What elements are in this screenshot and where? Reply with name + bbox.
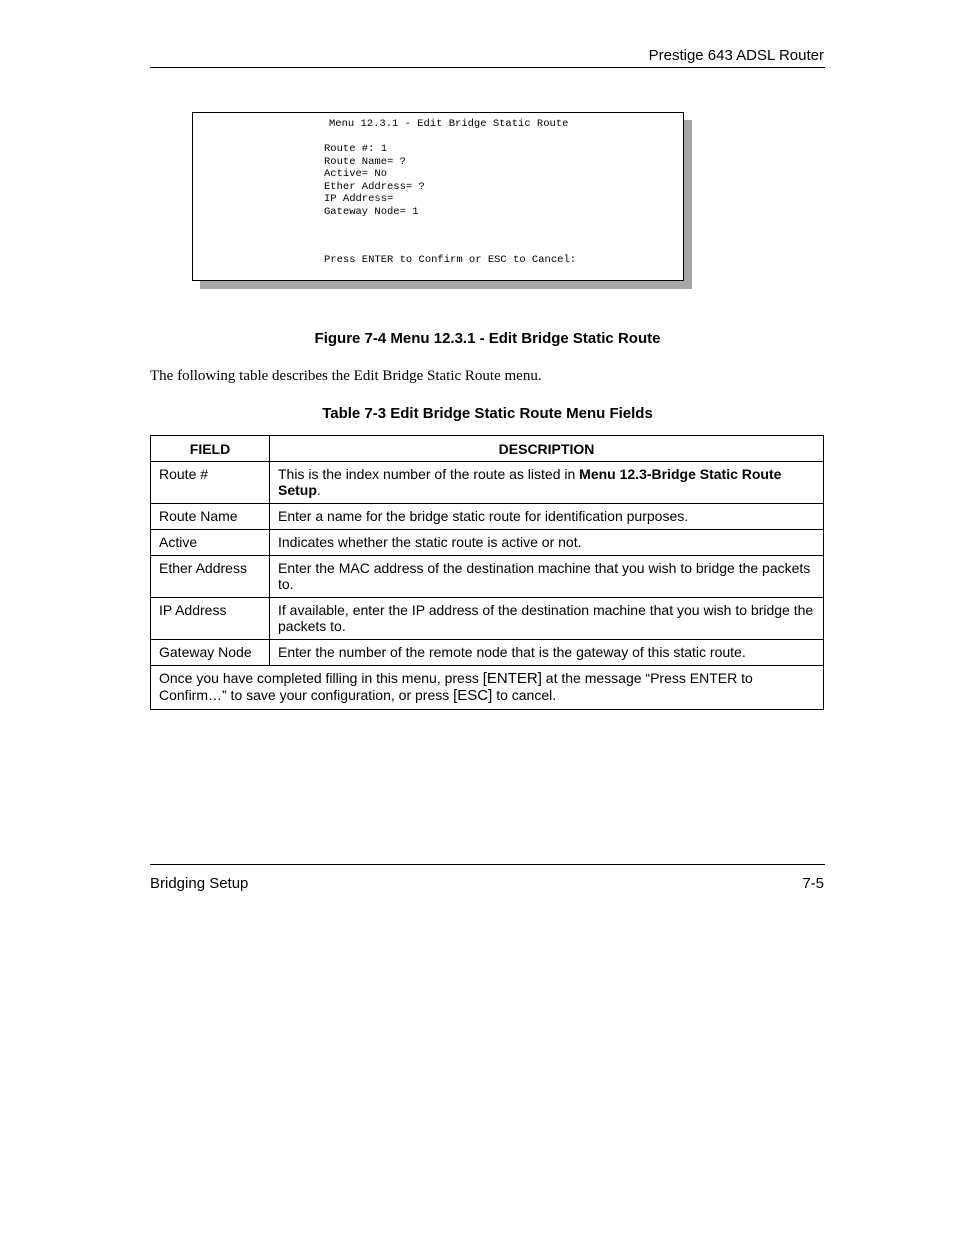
- page-header-title: Prestige 643 ADSL Router: [648, 47, 824, 64]
- description-text-end: .: [316, 482, 321, 498]
- description-cell: Enter a name for the bridge static route for identification purposes.: [270, 504, 824, 530]
- intro-paragraph: The following table describes the Edit Bridge Static Route menu.: [150, 368, 542, 384]
- field-cell: Active: [151, 530, 270, 556]
- header-description: DESCRIPTION: [270, 436, 824, 462]
- figure-caption: Figure 7-4 Menu 12.3.1 - Edit Bridge Static Route: [314, 330, 661, 347]
- table-row: [151, 556, 824, 598]
- footer-note-text: Once you have completed filling in this menu, press: [159, 670, 483, 686]
- screen-prompt: Press ENTER to Confirm or ESC to Cancel:: [324, 254, 577, 266]
- table-row: [151, 530, 824, 556]
- description-cell: Indicates whether the static route is active or not.: [270, 530, 824, 556]
- screen-menu-title: Menu 12.3.1 - Edit Bridge Static Route: [329, 118, 569, 130]
- screen-field-active: Active= No: [324, 168, 388, 180]
- table-caption: Table 7-3 Edit Bridge Static Route Menu Fields: [322, 405, 653, 422]
- table-row: [151, 598, 824, 640]
- screen-field-route-number: Route #: 1: [324, 143, 388, 155]
- footer-note-text: to cancel.: [492, 687, 557, 703]
- field-cell: Ether Address: [151, 556, 270, 598]
- fields-table: [150, 435, 824, 710]
- description-cell: If available, enter the IP address of the destination machine that you wish to bridge the packets to.: [270, 598, 824, 640]
- screen-field-ip-address: IP Address=: [324, 193, 394, 205]
- field-cell: Gateway Node: [151, 640, 270, 666]
- screen-field-gateway-node: Gateway Node= 1: [324, 205, 419, 218]
- description-cell: Enter the number of the remote node that is the gateway of this static route.: [270, 640, 824, 666]
- table-row: [151, 640, 824, 666]
- screen-field-route-name: Route Name= ?: [324, 155, 406, 168]
- table-footer-note: [151, 666, 824, 710]
- esc-key-label: [ESC]: [453, 687, 493, 704]
- field-cell: IP Address: [151, 598, 270, 640]
- field-cell: Route Name: [151, 504, 270, 530]
- header-rule: [150, 67, 825, 68]
- screen-field-ether-address: Ether Address= ?: [324, 180, 425, 193]
- table-row: [151, 504, 824, 530]
- terminal-screen: [192, 112, 684, 281]
- field-cell: Route #: [151, 462, 270, 504]
- footer-section-name: Bridging Setup: [150, 875, 249, 892]
- footer-rule: [150, 864, 825, 865]
- table-row: [151, 462, 824, 504]
- menu-reference: Menu 12.3-Bridge Static Route Setup: [278, 466, 782, 498]
- description-cell: [270, 462, 824, 504]
- description-cell: Enter the MAC address of the destination machine that you wish to bridge the packets to.: [270, 556, 824, 598]
- footer-note-text: at the message “Press ENTER to Confirm…” to save your configuration, or press: [159, 670, 753, 703]
- table-header-row: [151, 436, 824, 462]
- table-footer-row: [151, 666, 824, 710]
- footer-page-number: 7-5: [802, 875, 824, 892]
- header-field: FIELD: [151, 436, 270, 462]
- description-text: This is the index number of the route as listed in: [278, 466, 580, 482]
- enter-key-label: [ENTER]: [482, 670, 542, 687]
